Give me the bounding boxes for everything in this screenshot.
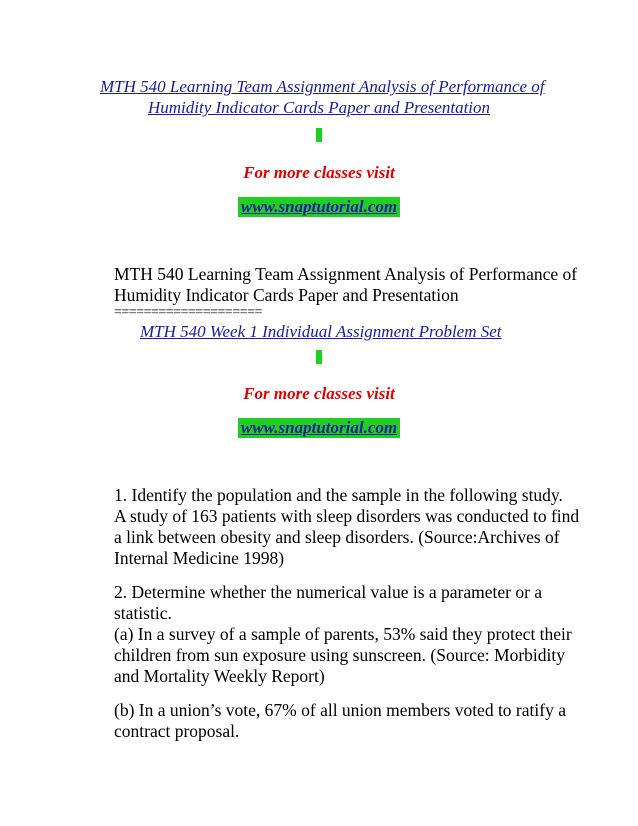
q2b-line2: contract proposal. xyxy=(114,721,240,741)
q2a-line3: and Mortality Weekly Report) xyxy=(114,666,325,686)
q1-line3: a link between obesity and sleep disorders. (Source:Archives of xyxy=(114,527,560,547)
q1-line1: 1. Identify the population and the sample in the following study. xyxy=(114,485,563,505)
green-marker xyxy=(0,128,638,147)
divider: ==================== xyxy=(114,305,262,320)
promo-link-2[interactable]: www.snaptutorial.com xyxy=(238,418,400,438)
promo-link-wrapper xyxy=(0,197,638,217)
header-title-link-line1[interactable]: MTH 540 Learning Team Assignment Analysis of Performance of xyxy=(100,77,545,96)
q2a-line2: children from sun exposure using sunscreen. (Source: Morbidity xyxy=(114,645,566,665)
q1-line4: Internal Medicine 1998) xyxy=(114,548,285,568)
promo-link[interactable]: www.snaptutorial.com xyxy=(238,197,400,217)
green-marker-2 xyxy=(0,350,638,369)
q2b-line1: (b) In a union’s vote, 67% of all union members voted to ratify a xyxy=(114,700,566,720)
promo-text: For more classes visit xyxy=(243,163,395,182)
q2-line1: 2. Determine whether the numerical value is a parameter or a xyxy=(114,582,543,602)
header-title-link-line2[interactable]: Humidity Indicator Cards Paper and Presentation xyxy=(148,98,491,117)
section-title-line2: Humidity Indicator Cards Paper and Presentation xyxy=(114,285,459,305)
q2-line2: statistic. xyxy=(114,603,172,623)
q2a-line1: (a) In a survey of a sample of parents, 53% said they protect their xyxy=(114,624,572,644)
promo-link-wrapper-2 xyxy=(0,418,638,438)
section-title-line1: MTH 540 Learning Team Assignment Analysis of Performance of xyxy=(114,264,578,284)
promo-text-2: For more classes visit xyxy=(243,384,395,403)
q1-line2: A study of 163 patients with sleep disorders was conducted to find xyxy=(114,506,580,526)
week1-assignment-link[interactable]: MTH 540 Week 1 Individual Assignment Problem Set xyxy=(140,322,502,341)
